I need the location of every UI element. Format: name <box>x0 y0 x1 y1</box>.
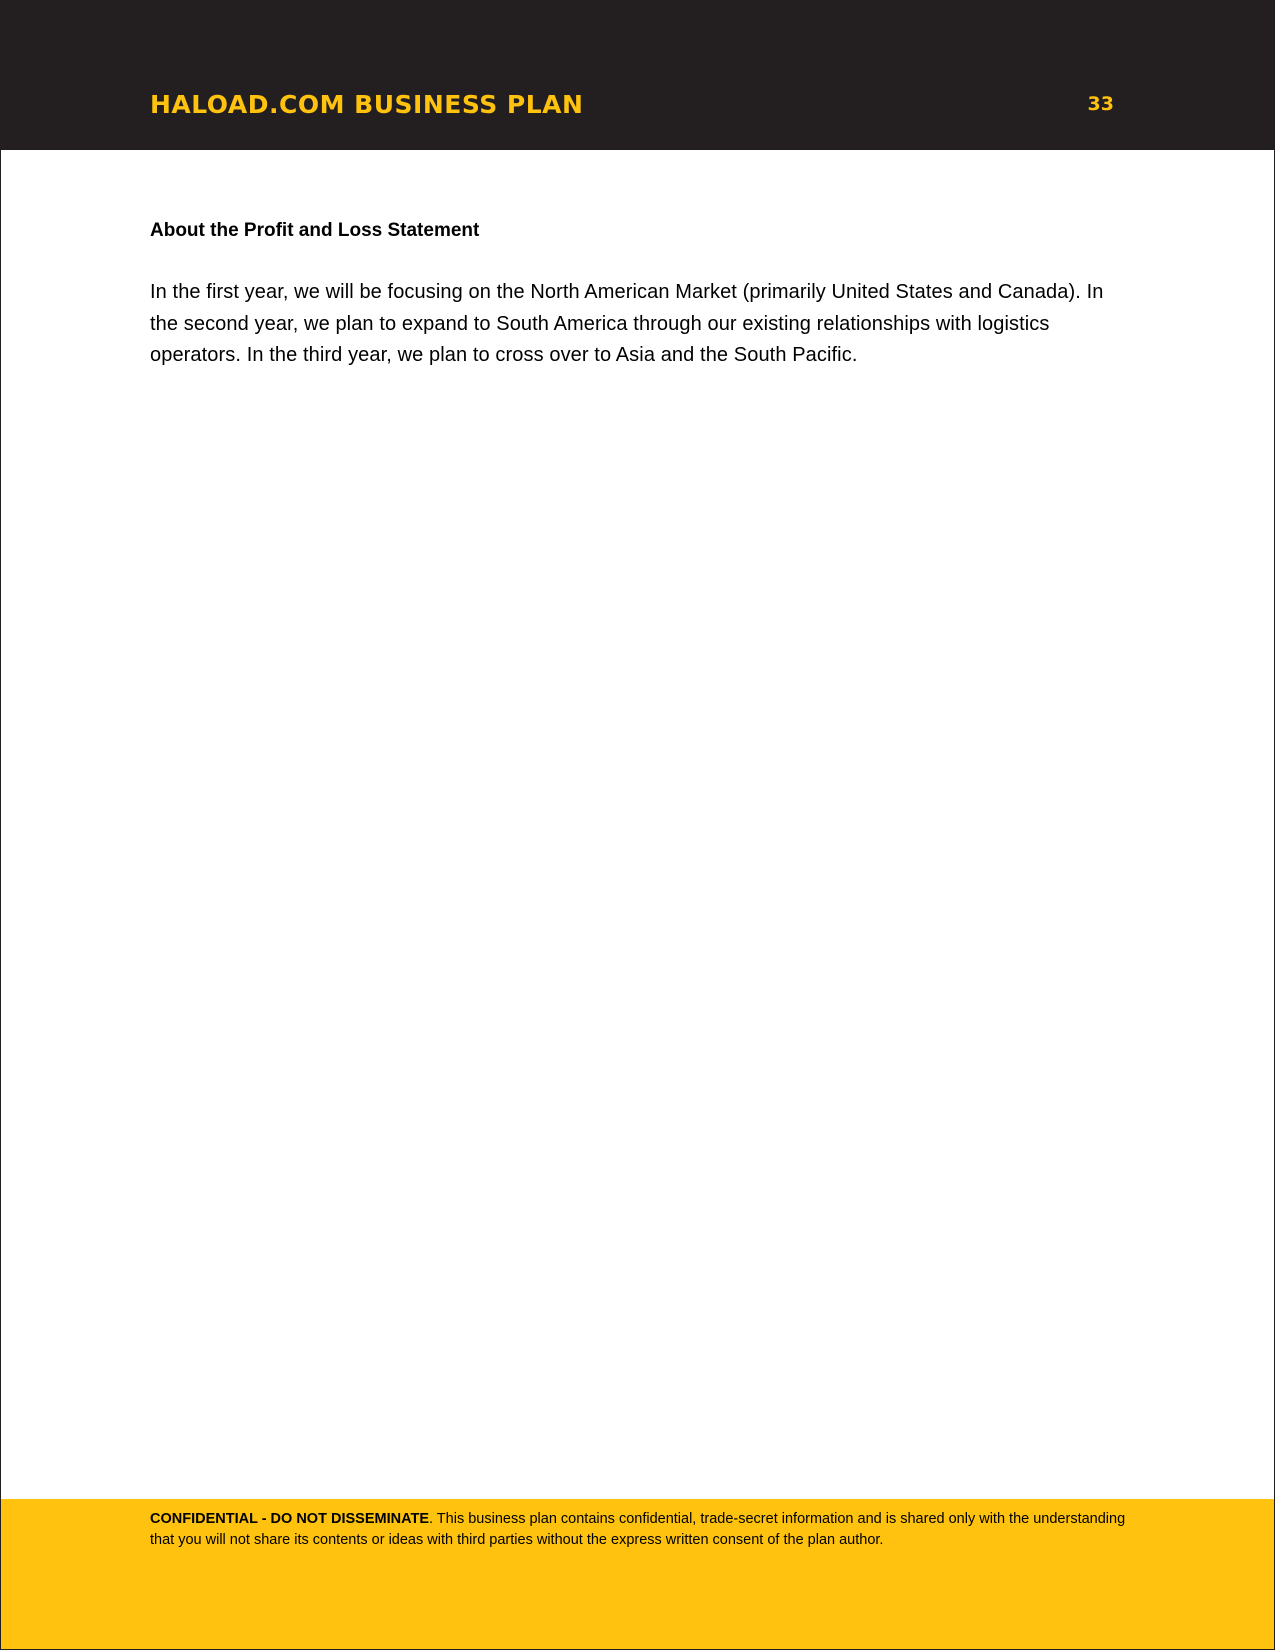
confidentiality-label: CONFIDENTIAL - DO NOT DISSEMINATE <box>150 1511 429 1527</box>
section-body-paragraph: In the first year, we will be focusing on the North American Market (primarily United States and Canada). In the second year, we plan to expand to South America through our existing relationships with logistics operators. In the third year, we plan to cross over to Asia and the South Pacific. <box>150 281 1104 366</box>
page-content <box>150 219 1130 372</box>
page-header <box>0 0 1275 150</box>
page-number: 33 <box>1087 93 1114 115</box>
confidentiality-text: . This business plan contains confidential, trade-secret information and is shared only with the understanding that you will not share its contents or ideas with third parties without the express written consent of the plan author. <box>150 1511 1126 1548</box>
section-heading: About the Profit and Loss Statement <box>150 220 480 241</box>
document-title: HALOAD.COM BUSINESS PLAN <box>150 90 584 119</box>
page-footer <box>0 1499 1275 1650</box>
confidentiality-notice <box>150 1509 1130 1551</box>
